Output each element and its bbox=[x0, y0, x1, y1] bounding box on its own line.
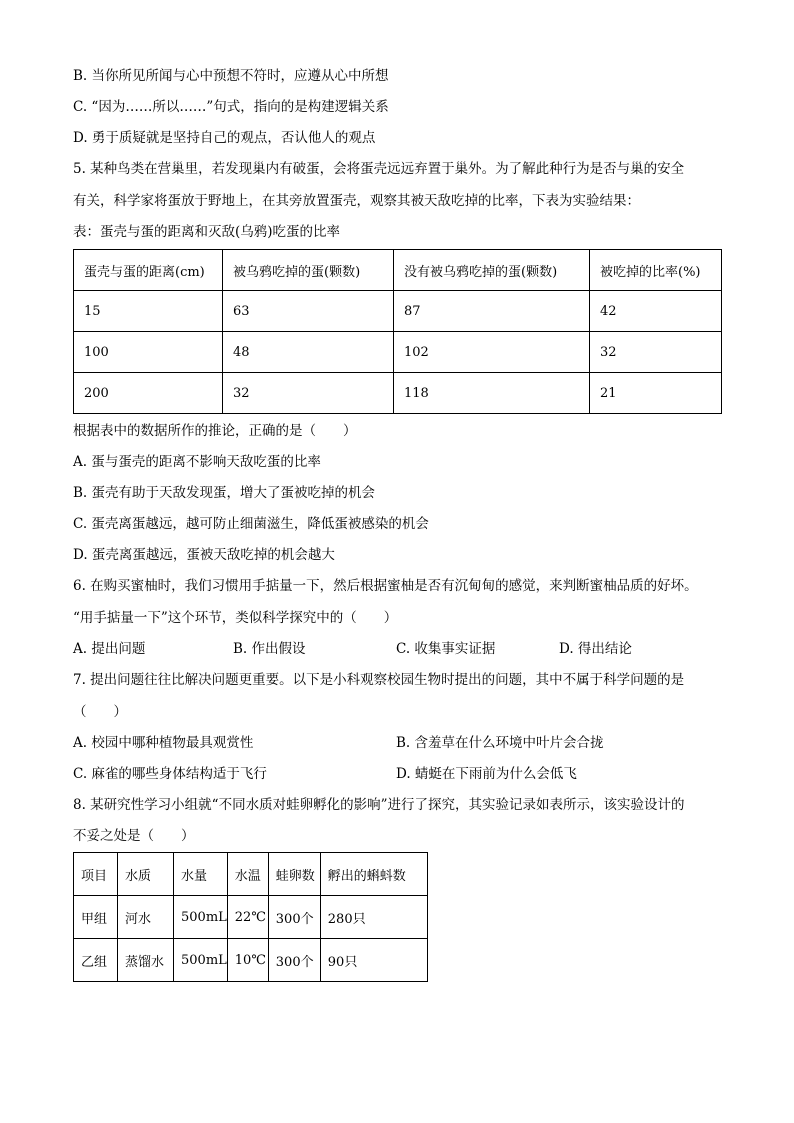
table-row bbox=[74, 332, 722, 373]
table-cell: 280只 bbox=[320, 896, 427, 939]
table-row bbox=[74, 896, 428, 939]
table-cell: 118 bbox=[394, 373, 590, 414]
table-cell: 32 bbox=[223, 373, 394, 414]
table-header-cell: 蛙卵数 bbox=[268, 853, 320, 896]
table-cell: 乙组 bbox=[74, 939, 118, 982]
table-cell: 500mL bbox=[174, 939, 228, 982]
table-header-cell: 水温 bbox=[227, 853, 268, 896]
option-5a: A. 蛋与蛋壳的距离不影响天敌吃蛋的比率 bbox=[73, 454, 321, 470]
question-7-stem-line2: （ ） bbox=[73, 704, 127, 720]
question-6-stem-line1: 6. 在购买蜜柚时，我们习惯用手掂量一下，然后根据蜜柚是否有沉甸甸的感觉，来判断蜜柚品质的好坏。 bbox=[73, 578, 698, 594]
table-row bbox=[74, 373, 722, 414]
table-cell: 300个 bbox=[268, 939, 320, 982]
table-header-cell: 项目 bbox=[74, 853, 118, 896]
table-cell: 32 bbox=[590, 332, 722, 373]
table-cell: 15 bbox=[74, 291, 223, 332]
option-4d: D. 勇于质疑就是坚持自己的观点，否认他人的观点 bbox=[73, 130, 376, 146]
table1-caption: 表：蛋壳与蛋的距离和灭敌(乌鸦)吃蛋的比率 bbox=[73, 224, 341, 240]
question-6-stem-line2: “用手掂量一下”这个环节，类似科学探究中的（ ） bbox=[73, 610, 398, 626]
question-8-stem-line1: 8. 某研究性学习小组就“不同水质对蛙卵孵化的影响”进行了探究，其实验记录如表所示，该实验设计的 bbox=[73, 797, 685, 813]
table-cell: 22℃ bbox=[227, 896, 268, 939]
table-eggshell-distance bbox=[73, 249, 722, 414]
table-header-row bbox=[74, 250, 722, 291]
option-5b: B. 蛋壳有助于天敌发现蛋，增大了蛋被吃掉的机会 bbox=[73, 485, 376, 501]
question-5-prompt: 根据表中的数据所作的推论，正确的是（ ） bbox=[73, 423, 357, 439]
table-cell: 63 bbox=[223, 291, 394, 332]
option-5d: D. 蛋壳离蛋越远，蛋被天敌吃掉的机会越大 bbox=[73, 547, 335, 563]
table-cell: 200 bbox=[74, 373, 223, 414]
table-cell: 甲组 bbox=[74, 896, 118, 939]
table-cell: 500mL bbox=[174, 896, 228, 939]
table-cell: 10℃ bbox=[227, 939, 268, 982]
table-header-cell: 没有被乌鸦吃掉的蛋(颗数) bbox=[394, 250, 590, 291]
option-7a: A. 校园中哪种植物最具观赏性 bbox=[73, 735, 254, 751]
table-header-cell: 蛋壳与蛋的距离(cm) bbox=[74, 250, 223, 291]
table-frog-egg-hatching bbox=[73, 852, 428, 982]
question-7-stem-line1: 7. 提出问题往往比解决问题更重要。以下是小科观察校园生物时提出的问题，其中不属于科学问题的是 bbox=[73, 672, 685, 688]
table-cell: 100 bbox=[74, 332, 223, 373]
table-cell: 300个 bbox=[268, 896, 320, 939]
table-row bbox=[74, 291, 722, 332]
option-6c: C. 收集事实证据 bbox=[396, 641, 496, 657]
table-header-cell: 孵出的蝌蚪数 bbox=[320, 853, 427, 896]
option-4c: C. “因为……所以……”句式，指向的是构建逻辑关系 bbox=[73, 99, 389, 115]
table-cell: 河水 bbox=[118, 896, 174, 939]
table-header-cell: 水质 bbox=[118, 853, 174, 896]
table-header-row bbox=[74, 853, 428, 896]
table-cell: 蒸馏水 bbox=[118, 939, 174, 982]
table-cell: 87 bbox=[394, 291, 590, 332]
option-6d: D. 得出结论 bbox=[559, 641, 632, 657]
option-6b: B. 作出假设 bbox=[233, 641, 306, 657]
option-7c: C. 麻雀的哪些身体结构适于飞行 bbox=[73, 766, 267, 782]
table-header-cell: 水量 bbox=[174, 853, 228, 896]
question-8-stem-line2: 不妥之处是（ ） bbox=[73, 828, 195, 844]
table-cell: 102 bbox=[394, 332, 590, 373]
question-5-stem-line1: 5. 某种鸟类在营巢里，若发现巢内有破蛋，会将蛋壳远远弃置于巢外。为了解此种行为是否与巢的安全 bbox=[73, 161, 685, 177]
table-header-cell: 被吃掉的比率(%) bbox=[590, 250, 722, 291]
option-7b: B. 含羞草在什么环境中叶片会合拢 bbox=[396, 735, 604, 751]
option-5c: C. 蛋壳离蛋越远，越可防止细菌滋生，降低蛋被感染的机会 bbox=[73, 516, 429, 532]
table-cell: 48 bbox=[223, 332, 394, 373]
question-5-stem-line2: 有关，科学家将蛋放于野地上，在其旁放置蛋壳，观察其被天敌吃掉的比率，下表为实验结果： bbox=[73, 193, 640, 209]
table-cell: 21 bbox=[590, 373, 722, 414]
table-header-cell: 被乌鸦吃掉的蛋(颗数) bbox=[223, 250, 394, 291]
table-cell: 42 bbox=[590, 291, 722, 332]
table-row bbox=[74, 939, 428, 982]
option-6a: A. 提出问题 bbox=[73, 641, 146, 657]
option-4b: B. 当你所见所闻与心中预想不符时，应遵从心中所想 bbox=[73, 68, 389, 84]
option-7d: D. 蜻蜓在下雨前为什么会低飞 bbox=[396, 766, 577, 782]
table-cell: 90只 bbox=[320, 939, 427, 982]
